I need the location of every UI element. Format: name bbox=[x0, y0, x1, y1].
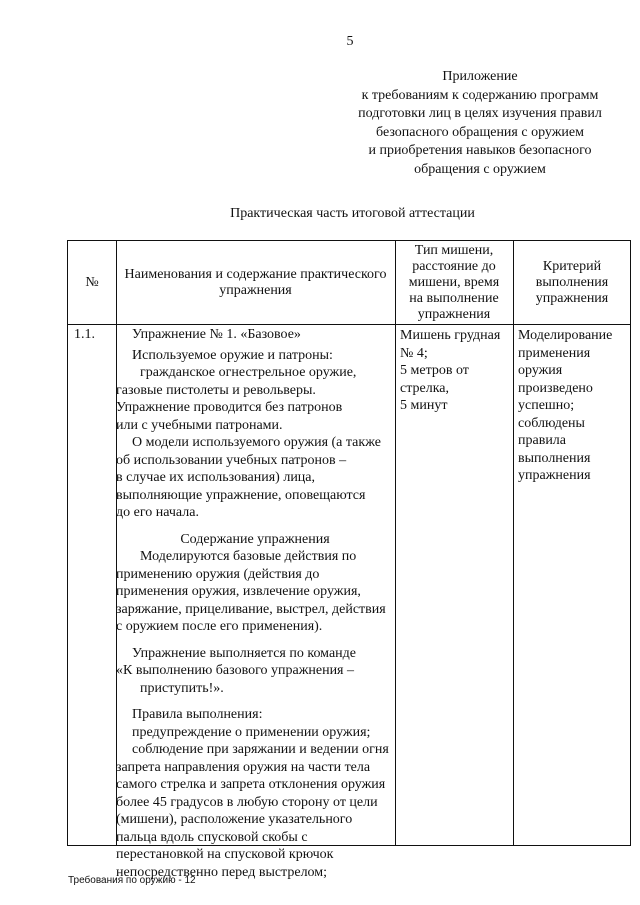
text-line: до его начала. bbox=[116, 505, 199, 520]
text-line: выполнения bbox=[518, 450, 591, 466]
text-line: Моделируются базовые действия по bbox=[140, 549, 357, 564]
text-line: произведено bbox=[518, 380, 593, 396]
text-line: Моделирование bbox=[518, 328, 613, 343]
text-line: самого стрелка и запрета отклонения оружия bbox=[116, 777, 386, 792]
text-line: гражданское огнестрельное оружие, bbox=[140, 365, 357, 380]
appendix-line: обращения с оружием bbox=[414, 161, 546, 177]
section-title: Практическая часть итоговой аттестации bbox=[230, 206, 475, 221]
text-line: об использовании учебных патронов – bbox=[116, 452, 347, 468]
header-line: выполнения bbox=[535, 275, 609, 290]
header-line: Тип мишени, bbox=[414, 243, 494, 258]
text-line: Упражнение выполняется по команде bbox=[132, 645, 356, 661]
text-line: Правила выполнения: bbox=[132, 707, 263, 722]
text-line: газовые пистолеты и револьверы. bbox=[116, 382, 316, 398]
header-target bbox=[395, 243, 513, 323]
target-cell bbox=[400, 327, 500, 415]
weapons-paragraph bbox=[116, 347, 394, 522]
appendix-line: Приложение bbox=[442, 69, 518, 84]
text-line: упражнения bbox=[518, 468, 591, 483]
text-line: Мишень грудная bbox=[400, 328, 501, 343]
exercise-description bbox=[116, 326, 394, 881]
text-line: стрелка, bbox=[400, 380, 450, 396]
text-line: № 4; bbox=[400, 345, 428, 361]
header-criteria bbox=[513, 259, 631, 307]
text-line: «К выполнению базового упражнения – bbox=[116, 663, 354, 678]
header-line: на выполнение bbox=[409, 291, 499, 306]
text-line: приступить!». bbox=[140, 680, 224, 696]
text-line: в случае их использования) лица, bbox=[116, 470, 316, 485]
text-line: (мишени), расположение указательного bbox=[116, 812, 353, 827]
text-line: 5 метров от bbox=[400, 363, 469, 378]
header-line: мишени, время bbox=[408, 275, 500, 290]
header-line: расстояние до bbox=[412, 259, 496, 274]
text-line: или с учебными патронами. bbox=[116, 417, 283, 433]
text-line: более 45 градусов в любую сторону от цели bbox=[116, 794, 378, 810]
text-line: с оружием после его применения). bbox=[116, 619, 323, 634]
text-line: правила bbox=[518, 433, 567, 448]
content-heading: Содержание упражнения bbox=[180, 531, 330, 547]
rules-paragraph bbox=[116, 706, 394, 881]
appendix-line: безопасного обращения с оружием bbox=[376, 124, 584, 140]
text-line: соблюдение при заряжании и ведении огня bbox=[132, 742, 389, 757]
text-line: соблюдены bbox=[518, 415, 585, 431]
exercise-title: Упражнение № 1. «Базовое» bbox=[132, 327, 301, 342]
header-line: упражнения bbox=[417, 307, 491, 322]
footer-note: Требования по оружию - 12 bbox=[68, 875, 196, 886]
text-line: 5 минут bbox=[400, 398, 448, 413]
appendix-line: к требованиям к содержанию программ bbox=[361, 87, 599, 103]
text-line: предупреждение о применении оружия; bbox=[132, 724, 371, 740]
header-number: № bbox=[85, 275, 99, 290]
header-name bbox=[116, 267, 395, 299]
appendix-line: и приобретения навыков безопасного bbox=[368, 143, 592, 158]
content-paragraph bbox=[116, 548, 394, 636]
header-line: упражнения bbox=[535, 291, 609, 306]
text-line: пальца вдоль спусковой скобы с bbox=[116, 829, 308, 845]
table-header-divider bbox=[68, 324, 630, 325]
text-line: Используемое оружие и патроны: bbox=[132, 347, 333, 363]
exercise-table bbox=[67, 240, 631, 880]
table-column-divider bbox=[513, 241, 514, 845]
appendix-header bbox=[330, 68, 630, 179]
command-paragraph bbox=[116, 645, 394, 698]
text-line: непосредственно перед выстрелом; bbox=[116, 864, 328, 880]
header-line: упражнения bbox=[219, 283, 292, 298]
text-line: О модели используемого оружия (а также bbox=[132, 435, 381, 450]
text-line: оружия bbox=[518, 363, 563, 378]
page-number: 5 bbox=[346, 34, 354, 49]
row-number: 1.1. bbox=[74, 327, 95, 342]
text-line: выполняющие упражнение, оповещаются bbox=[116, 487, 366, 503]
text-line: Упражнение проводится без патронов bbox=[116, 400, 343, 415]
header-line: Критерий bbox=[542, 259, 602, 274]
text-line: перестановкой на спусковой крючок bbox=[116, 847, 334, 862]
text-line: заряжание, прицеливание, выстрел, действия bbox=[116, 601, 386, 617]
text-line: применению оружия (действия до bbox=[116, 566, 320, 582]
text-line: применения оружия, извлечение оружия, bbox=[116, 584, 361, 599]
appendix-line: подготовки лиц в целях изучения правил bbox=[358, 106, 602, 121]
table-column-divider bbox=[395, 241, 396, 845]
criteria-cell bbox=[518, 327, 612, 485]
header-line: Наименования и содержание практического bbox=[124, 267, 387, 282]
text-line: запрета направления оружия на части тела bbox=[116, 759, 371, 775]
text-line: применения bbox=[518, 345, 591, 361]
text-line: успешно; bbox=[518, 398, 575, 413]
